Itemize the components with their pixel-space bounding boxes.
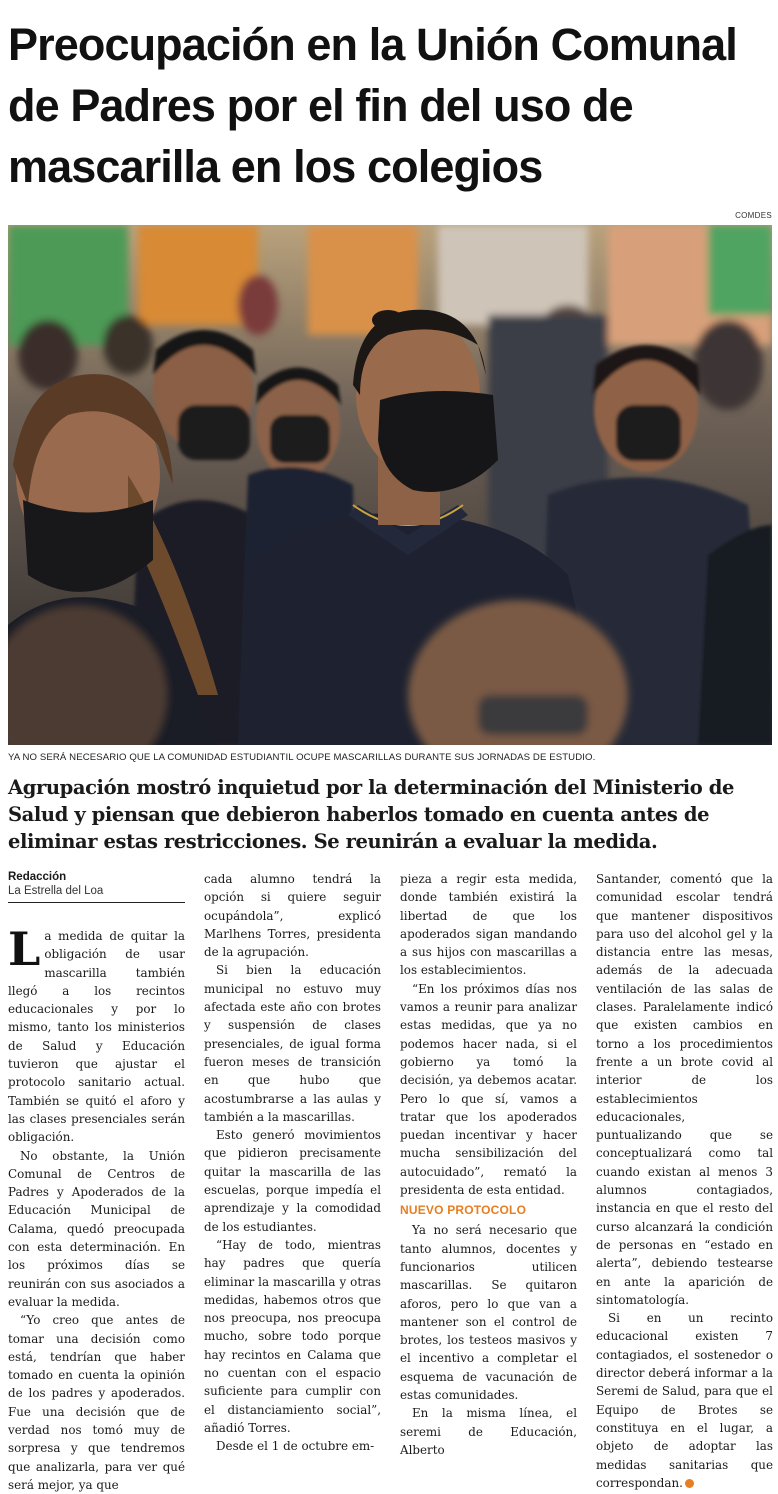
paragraph: En la misma línea, el seremi de Educación, Alberto: [400, 1406, 577, 1457]
paragraph: Ya no será necesario que tanto alumnos, docentes y funcionarios utilicen mascarillas. Se quitaron aforos, pero lo que van a mantener son el control de brotes, los testeos masivos y el incentivo a completar el esquema de vacunación de estas comunidades.: [400, 1223, 577, 1403]
column-2: [204, 870, 381, 1456]
column-3: [400, 870, 577, 1459]
article-photo: [8, 225, 772, 745]
paragraph-text: a medida de quitar la obligación de usar mascarilla también llegó a los recintos educacionales y por lo mismo, tanto los ministerios de Salud y Educación tuvieron que ajustar el protocolo sanitario actual. También se quitó el aforo y las clases presenciales serán obligación.: [8, 929, 185, 1145]
photo-caption: YA NO SERÁ NECESARIO QUE LA COMUNIDAD ESTUDIANTIL OCUPE MASCARILLAS DURANTE SUS JORNADAS DE ESTUDIO.: [8, 752, 596, 763]
paragraph: cada alumno tendrá la opción si quiere seguir ocupándola”, explicó Marlhens Torres, presidenta de la agrupación.: [204, 872, 381, 960]
article-lead: Agrupación mostró inquietud por la determinación del Ministerio de Salud y piensan que debieron haberlos tomado en cuenta antes de eliminar estas restricciones. Se reunirán a evaluar la medida.: [8, 776, 734, 853]
paragraph: Santander, comentó que la comunidad escolar tendrá que mantener dispositivos para uso del alcohol gel y la distancia entre las mesas, además de la adecuada ventilación de las salas de clases. Paralelamente indicó que existen cambios en torno a los procedimientos frente a un brote covid al interior de los establecimientos educacionales, puntualizando que se conceptualizará como tal cuando existan al menos 3 alumnos contagiados, instancia en que el resto del curso alcanzará la condición de personas en “estado en alerta”, debiendo testearse en ante la aparición de sintomatología.: [596, 872, 773, 1307]
byline-publication: La Estrella del Loa: [8, 885, 104, 897]
paragraph: [8, 922, 185, 1147]
paragraph: “Yo creo que antes de tomar una decisión como está, tendrían que haber tomado en cuenta la opinión de los padres y apoderados. Fue una decisión que de verdad nos tomó muy de sorpresa y que tendremos que analizarla, para ver qué será mejor, ya que: [8, 1313, 185, 1492]
drop-cap: L: [8, 922, 41, 976]
paragraph: Esto generó movimientos que pidieron precisamente quitar la mascarilla de las escuelas, porque impedía el aprendizaje y la comodidad de los estudiantes.: [204, 1128, 381, 1234]
photo-credit: COMDES: [735, 211, 772, 220]
paragraph: Desde el 1 de octubre em-: [216, 1439, 375, 1454]
paragraph: “Hay de todo, mientras hay padres que quería eliminar la mascarilla y otras medidas, habemos otros que nos preocupa, nos preocupa mucho, sobre todo porque hay recintos en Calama que no cuentan con el espacio suficiente para cumplir con el distanciamiento social”, añadió Torres.: [204, 1237, 381, 1435]
column-4: [596, 870, 773, 1492]
byline-author: Redacción: [8, 871, 67, 883]
article-body: [8, 870, 774, 1492]
byline-divider: [8, 902, 185, 903]
paragraph: Si bien la educación municipal no estuvo muy afectada este año con brotes y suspensión de clases presenciales, de igual forma fueron meses de transición en que hubo que acostumbrarse a las aulas y también a la mascarillas.: [204, 963, 381, 1124]
section-subhead: NUEVO PROTOCOLO: [400, 1203, 527, 1218]
column-1: [8, 870, 185, 1494]
paragraph: No obstante, la Unión Comunal de Centros de Padres y Apoderados de la Educación Municipal de Calama, quedó preocupada con esta determinación. En los próximos días se reunirán con sus asociados a evaluar la medida.: [8, 1148, 185, 1309]
article-headline: Preocupación en la Unión Comunal de Padres por el fin del uso de mascarilla en los colegios: [8, 19, 737, 192]
paragraph-text: Si en un recinto educacional existen 7 contagiados, el sostenedor o director deberá informar a la Seremi de Salud, para que el Equipo de Brotes se constituya en el lugar, a objeto de adoptar las medidas sanitarias que correspondan.: [596, 1311, 773, 1490]
paragraph: pieza a regir esta medida, donde también existirá la libertad de que los apoderados sigan mandando a sus hijos con mascarillas a los establecimientos.: [400, 872, 577, 978]
article-end-icon: [685, 1479, 694, 1488]
paragraph: “En los próximos días nos vamos a reunir para analizar estas medidas, que ya no podemos hacer nada, si el gobierno ya tomó la decisión, ya debemos acatar. Pero lo que sí, vamos a tratar que los apoderados puedan incentivar y hacer mucha sensibilización del autocuidado”, remató la presidenta de esta entidad.: [400, 981, 577, 1198]
paragraph: [596, 1309, 773, 1492]
